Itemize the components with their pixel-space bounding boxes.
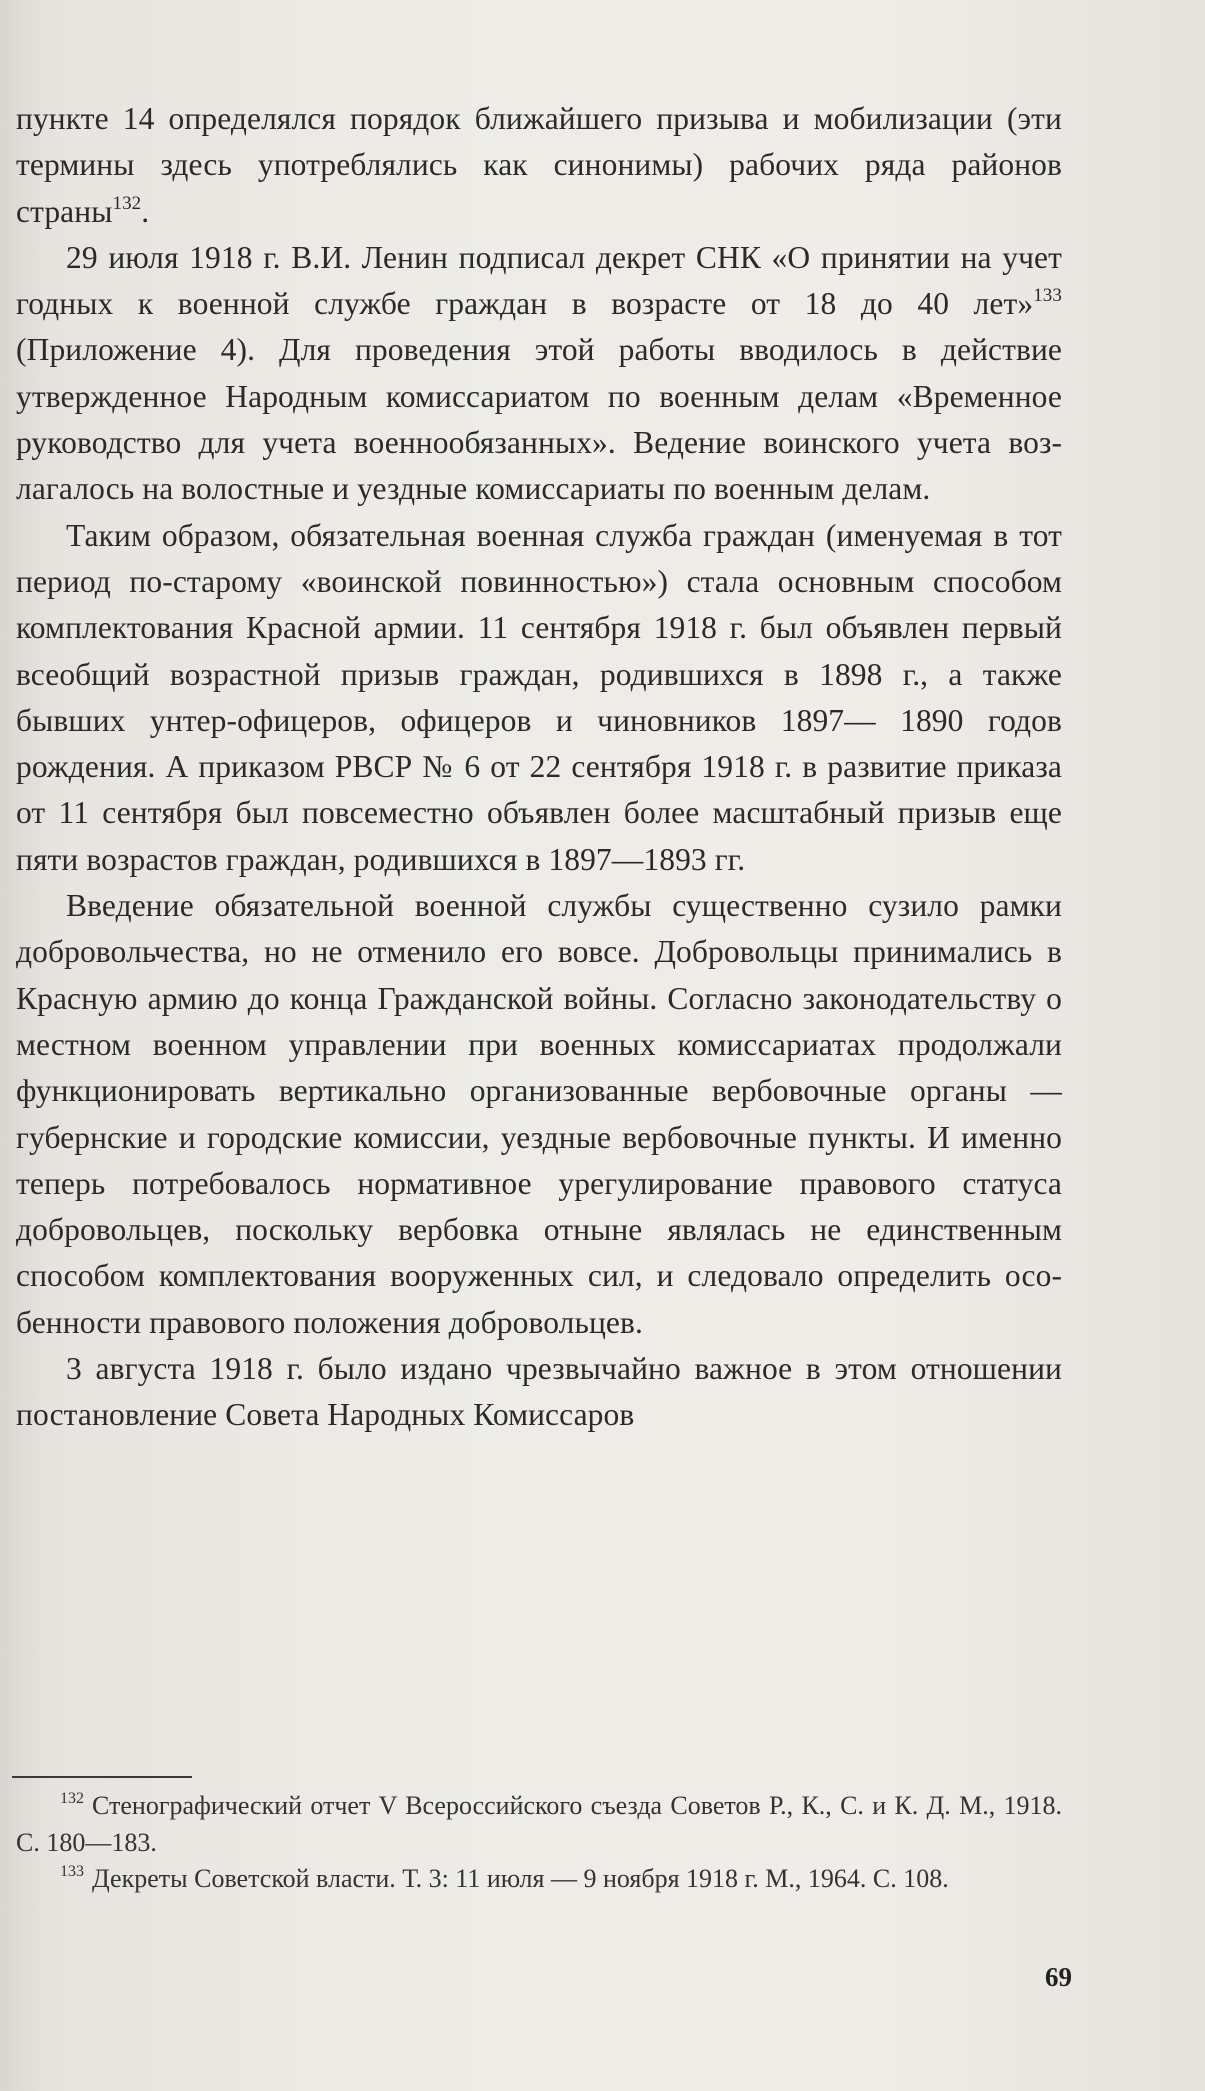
footnote-reference: 133 [1033, 285, 1062, 307]
footnote-number: 132 [60, 1790, 84, 1807]
footnote [16, 1788, 1062, 1861]
footnote-reference: 132 [112, 192, 142, 214]
footnote [16, 1861, 1062, 1898]
paragraph-text: (Приложение 4). Для проведения этой работы вводилось в действие утвержденное Народным комиссариатом по военным делам «Временное руководство для учета военнообязанных». Ведение воинского учета возлагалось на волостные и уездные комиссариаты по военным делам. [16, 332, 1062, 507]
paragraph [16, 513, 1062, 883]
paragraph [16, 96, 1062, 235]
paragraph-text: 29 июля 1918 г. В.И. Ленин подписал декрет СНК «О принятии на учет годных к военной службе граждан в возрасте от 18 до 40 лет» [16, 239, 1062, 322]
footnotes [16, 1788, 1062, 1898]
paragraph [16, 1346, 1062, 1439]
footnote-divider [12, 1776, 192, 1778]
footnote-number: 133 [60, 1863, 84, 1880]
paragraph-text: пункте 14 определялся порядок ближайшего призыва и мобилизации (эти термины здесь употреблялись как синонимы) рабочих ряда районов страны [16, 101, 1062, 229]
paragraph-text: Таким образом, обязательная военная служба граждан (именуемая в тот период по-старому «воинской повинностью») стала основным способом комплектования Красной армии. 11 сентября 1918 г. был объявлен первый всеобщий возрастной призыв граждан, родившихся в 1898 г., а также бывших унтер-офицеров, офицеров и чиновников 1897— 1890 годов рождения. А приказом РВСР № 6 от 22 сентября 1918 г. в развитие приказа от 11 сентября был повсеместно объявлен более масштабный призыв еще пяти возрастов граждан, родившихся в 1897—1893 гг. [16, 517, 1062, 877]
footnote-text: Декреты Советской власти. Т. 3: 11 июля — 9 ноября 1918 г. М., 1964. С. 108. [92, 1864, 949, 1893]
paragraph [16, 883, 1062, 1346]
footnote-text: Стенографический отчет V Всероссийского съезда Советов Р., К., С. и К. Д. М., 1918. С. 180—183. [16, 1791, 1062, 1857]
main-text [16, 96, 1062, 1439]
page-number: 69 [1045, 1962, 1072, 1992]
paragraph-text: . [141, 193, 150, 229]
paragraph-text: 3 августа 1918 г. было издано чрезвычайно важное в этом отношении постановление Совета Народных Комиссаров [16, 1351, 1062, 1433]
paragraph [16, 235, 1062, 513]
paragraph-text: Введение обязательной военной службы существенно сузило рамки добровольчества, но не отменило его вовсе. Добровольцы принимались в Красную армию до конца Гражданской войны. Согласно законодательству о местном военном управлении при военных комиссариатах продолжали функционировать вертикально организованные вербовочные органы — губернские и городские комиссии, уездные вербовочные пункты. И именно теперь потребовалось нормативное урегулирование правового статуса добровольцев, поскольку вербовка отныне являлась не единственным способом комплектования вооруженных сил, и следовало определить особенности правового положения добровольцев. [16, 888, 1062, 1340]
